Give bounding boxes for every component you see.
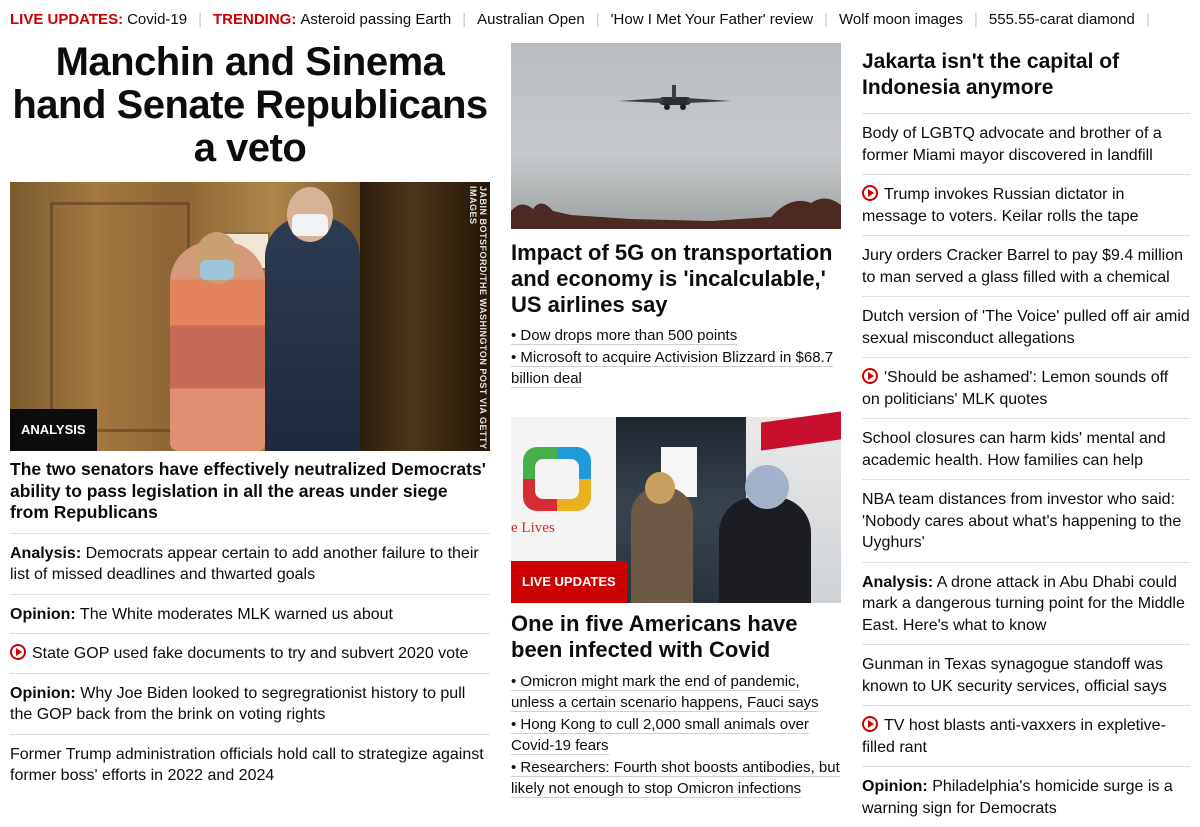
item-text: The White moderates MLK warned us about xyxy=(79,605,393,623)
trending-link-asteroid[interactable]: Asteroid passing Earth xyxy=(300,10,452,28)
list-item[interactable] xyxy=(862,479,1190,562)
item-text: NBA team distances from investor who said: 'Nobody cares about what's happening to the Uyghurs' xyxy=(862,491,1182,551)
list-item[interactable] xyxy=(10,633,490,673)
list-item[interactable] xyxy=(862,174,1190,235)
item-prefix: Analysis: xyxy=(10,544,82,562)
item-text: State GOP used fake documents to try and subvert 2020 vote xyxy=(32,645,469,662)
list-item[interactable] xyxy=(862,357,1190,418)
story-headline-covid[interactable]: One in five Americans have been infected with Covid xyxy=(511,610,798,662)
live-updates-badge: LIVE UPDATES xyxy=(511,561,627,603)
divider: | xyxy=(462,10,467,28)
photo-person-man xyxy=(265,217,360,451)
bullet-text: • Researchers: Fourth shot boosts antibodies, but likely not enough to stop Omicron infections xyxy=(511,758,840,797)
bullet-text: • Microsoft to acquire Activision Blizzard in $68.7 billion deal xyxy=(511,348,834,387)
list-item[interactable] xyxy=(862,296,1190,357)
column-middle xyxy=(511,38,841,800)
column-right xyxy=(862,38,1190,827)
bullet-link[interactable] xyxy=(511,671,841,714)
bullet-text: • Omicron might mark the end of pandemic, unless a certain scenario happens, Fauci says xyxy=(511,672,819,711)
lead-headline[interactable]: Manchin and Sinema hand Senate Republicans a veto xyxy=(12,40,488,170)
play-icon xyxy=(862,185,878,201)
item-prefix: Analysis: xyxy=(862,573,934,591)
list-item[interactable] xyxy=(10,734,490,795)
list-item[interactable] xyxy=(862,418,1190,479)
bullet-text: • Hong Kong to cull 2,000 small animals over Covid-19 fears xyxy=(511,715,809,754)
trending-link-covid[interactable]: Covid-19 xyxy=(127,10,188,28)
photo-person xyxy=(719,497,811,603)
list-item[interactable] xyxy=(862,766,1190,827)
item-text: Gunman in Texas synagogue standoff was known to UK security services, official says xyxy=(862,656,1167,695)
airplane-icon xyxy=(619,85,731,115)
play-icon xyxy=(10,644,26,660)
item-text: Philadelphia's homicide surge is a warning sign for Democrats xyxy=(862,778,1173,817)
photo-person xyxy=(631,487,693,603)
item-text: Democrats appear certain to add another failure to their list of missed deadlines and thwarted goals xyxy=(10,544,479,583)
story-headline-5g[interactable]: Impact of 5G on transportation and economy is 'incalculable,' US airlines say xyxy=(511,240,833,317)
lead-subhead[interactable]: The two senators have effectively neutralized Democrats' ability to pass legislation in all the areas under siege from Republicans xyxy=(10,459,486,522)
divider: | xyxy=(1145,10,1150,28)
item-text: Jury orders Cracker Barrel to pay $9.4 million to man served a glass filled with a chemical xyxy=(862,247,1184,286)
analysis-badge: ANALYSIS xyxy=(10,409,97,451)
divider: | xyxy=(595,10,600,28)
lead-photo[interactable] xyxy=(10,182,490,451)
photo-face-mask xyxy=(292,214,328,236)
divider: | xyxy=(974,10,978,28)
list-item[interactable] xyxy=(862,235,1190,296)
list-item[interactable] xyxy=(10,594,490,634)
item-prefix: Opinion: xyxy=(10,605,76,623)
trending-bar xyxy=(0,0,1200,38)
play-icon xyxy=(862,716,878,732)
photo-credit: JABIN BOTSFORD/THE WASHINGTON POST VIA GETTY IMAGES xyxy=(468,186,488,450)
covid-testing-photo[interactable] xyxy=(511,417,841,603)
treeline xyxy=(511,189,841,229)
bullet-text: • Dow drops more than 500 points xyxy=(511,327,738,344)
bullet-link[interactable] xyxy=(511,347,841,390)
story-bullets-5g xyxy=(511,318,841,390)
photo-person-head xyxy=(745,465,789,509)
list-item[interactable] xyxy=(862,113,1190,174)
column-left xyxy=(10,38,490,795)
bullet-link[interactable] xyxy=(511,757,841,800)
list-item[interactable] xyxy=(10,533,490,594)
item-text: Former Trump administration officials hold call to strategize against former boss' efforts in 2022 and 2024 xyxy=(10,745,484,784)
trending-link-australian-open[interactable]: Australian Open xyxy=(477,10,585,28)
photo-van-text: e Lives xyxy=(511,519,555,536)
list-item[interactable] xyxy=(10,673,490,734)
item-text: Body of LGBTQ advocate and brother of a former Miami mayor discovered in landfill xyxy=(862,125,1162,164)
story-headline-jakarta[interactable]: Jakarta isn't the capital of Indonesia anymore xyxy=(862,50,1120,99)
list-item[interactable] xyxy=(862,644,1190,705)
play-icon xyxy=(862,368,878,384)
list-item[interactable] xyxy=(862,562,1190,645)
bullet-link[interactable] xyxy=(511,325,841,347)
item-text: School closures can harm kids' mental and academic health. How families can help xyxy=(862,430,1166,469)
trending-link-himyf-review[interactable]: 'How I Met Your Father' review xyxy=(610,10,814,28)
photo-van-logo-inner xyxy=(535,459,579,499)
item-prefix: Opinion: xyxy=(862,778,928,795)
trending-link-wolf-moon[interactable]: Wolf moon images xyxy=(839,10,963,28)
photo-wall-panel xyxy=(50,202,190,432)
airplane-photo[interactable] xyxy=(511,43,841,229)
live-updates-label: LIVE UPDATES: xyxy=(10,10,124,28)
item-text: Trump invokes Russian dictator in message to voters. Keilar rolls the tape xyxy=(862,186,1139,225)
item-text: 'Should be ashamed': Lemon sounds off on politicians' MLK quotes xyxy=(862,369,1169,408)
trending-label: TRENDING: xyxy=(213,10,297,28)
list-item[interactable] xyxy=(862,705,1190,766)
bullet-link[interactable] xyxy=(511,714,841,757)
photo-face-mask xyxy=(200,260,234,280)
item-text: A drone attack in Abu Dhabi could mark a dangerous turning point for the Middle East. Here's what to know xyxy=(862,573,1185,634)
item-text: TV host blasts anti-vaxxers in expletive-filled rant xyxy=(862,717,1166,756)
item-prefix: Opinion: xyxy=(10,684,76,702)
item-text: Dutch version of 'The Voice' pulled off air amid sexual misconduct allegations xyxy=(862,308,1190,347)
item-text: Why Joe Biden looked to segregrationist history to pull the GOP back from the brink on voting rights xyxy=(10,684,466,723)
photo-person-head xyxy=(645,472,675,504)
divider: | xyxy=(824,10,829,28)
story-bullets-covid xyxy=(511,663,841,800)
divider: | xyxy=(198,10,203,28)
trending-link-diamond[interactable]: 555.55-carat diamond xyxy=(988,10,1135,28)
